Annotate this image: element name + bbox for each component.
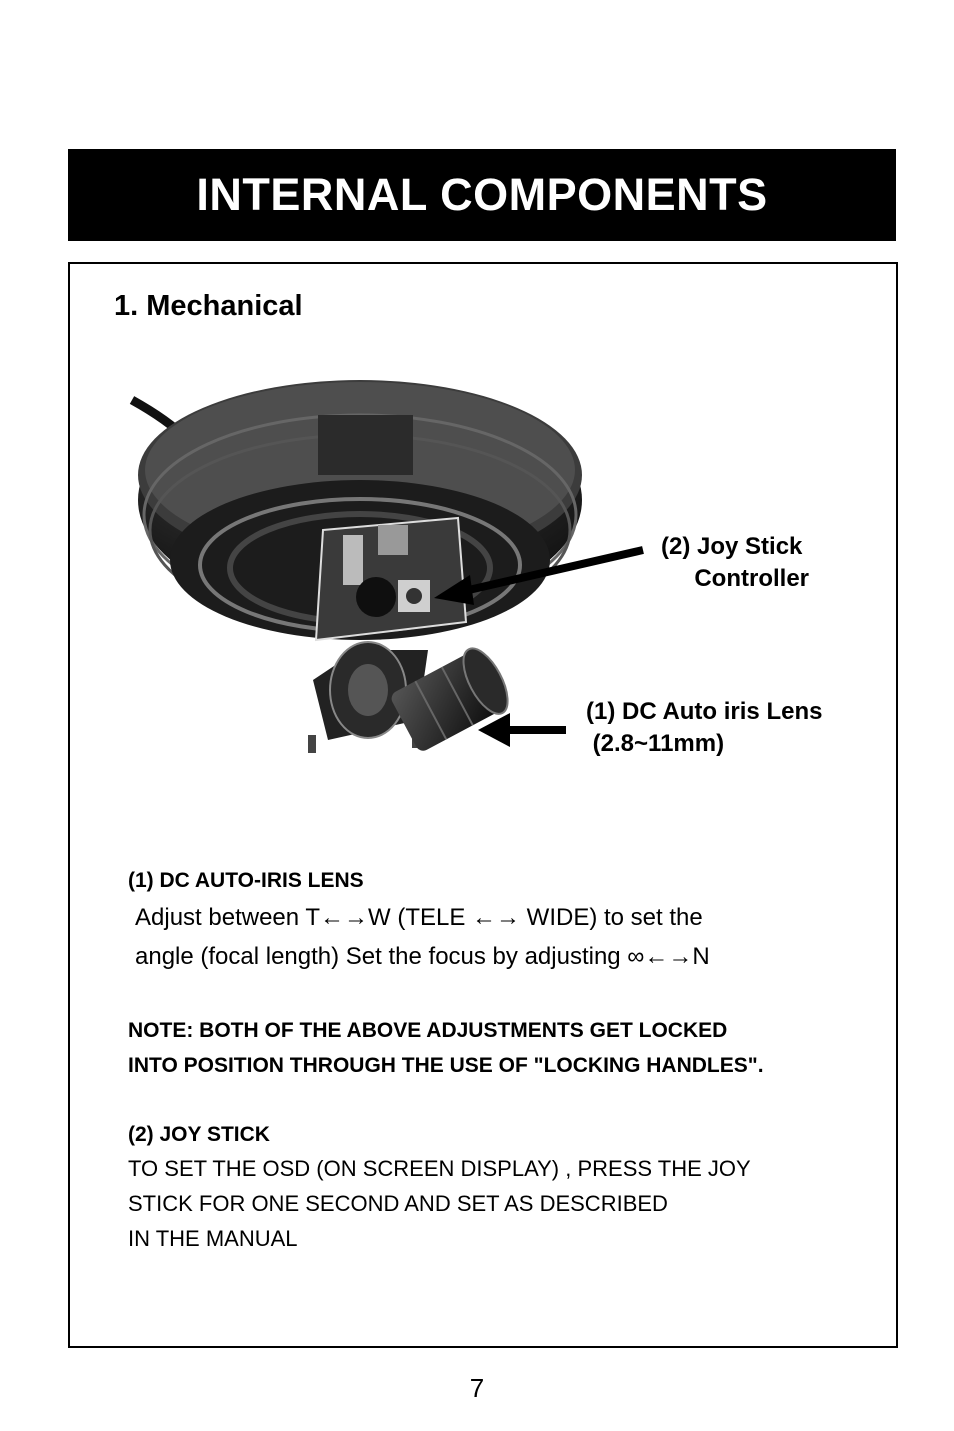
joystick-callout: (2) Joy Stick Controller <box>661 533 810 592</box>
lens-line-2: angle (focal length) Set the focus by adjusting ∞←→N <box>135 943 710 970</box>
camera-internal-photo <box>128 350 608 790</box>
page-title: INTERNAL COMPONENTS <box>68 149 896 241</box>
joystick-line-1: TO SET THE OSD (ON SCREEN DISPLAY) , PRESS THE JOY <box>128 1156 751 1181</box>
joystick-line-2: STICK FOR ONE SECOND AND SET AS DESCRIBED <box>128 1191 668 1216</box>
page-number: 7 <box>469 1373 485 1403</box>
note-line-2: INTO POSITION THROUGH THE USE OF "LOCKING HANDLES". <box>128 1054 764 1077</box>
joystick-line-3: IN THE MANUAL <box>128 1226 298 1251</box>
note-line-1: NOTE: BOTH OF THE ABOVE ADJUSTMENTS GET LOCKED <box>128 1019 728 1042</box>
joystick-heading: (2) JOY STICK <box>128 1123 270 1146</box>
section-heading: 1. Mechanical <box>114 290 303 322</box>
lens-line-1: Adjust between T←→W (TELE ←→ WIDE) to set the <box>135 904 703 931</box>
lens-callout: (1) DC Auto iris Lens (2.8~11mm) <box>586 698 823 757</box>
lens-heading: (1) DC AUTO-IRIS LENS <box>128 869 364 892</box>
